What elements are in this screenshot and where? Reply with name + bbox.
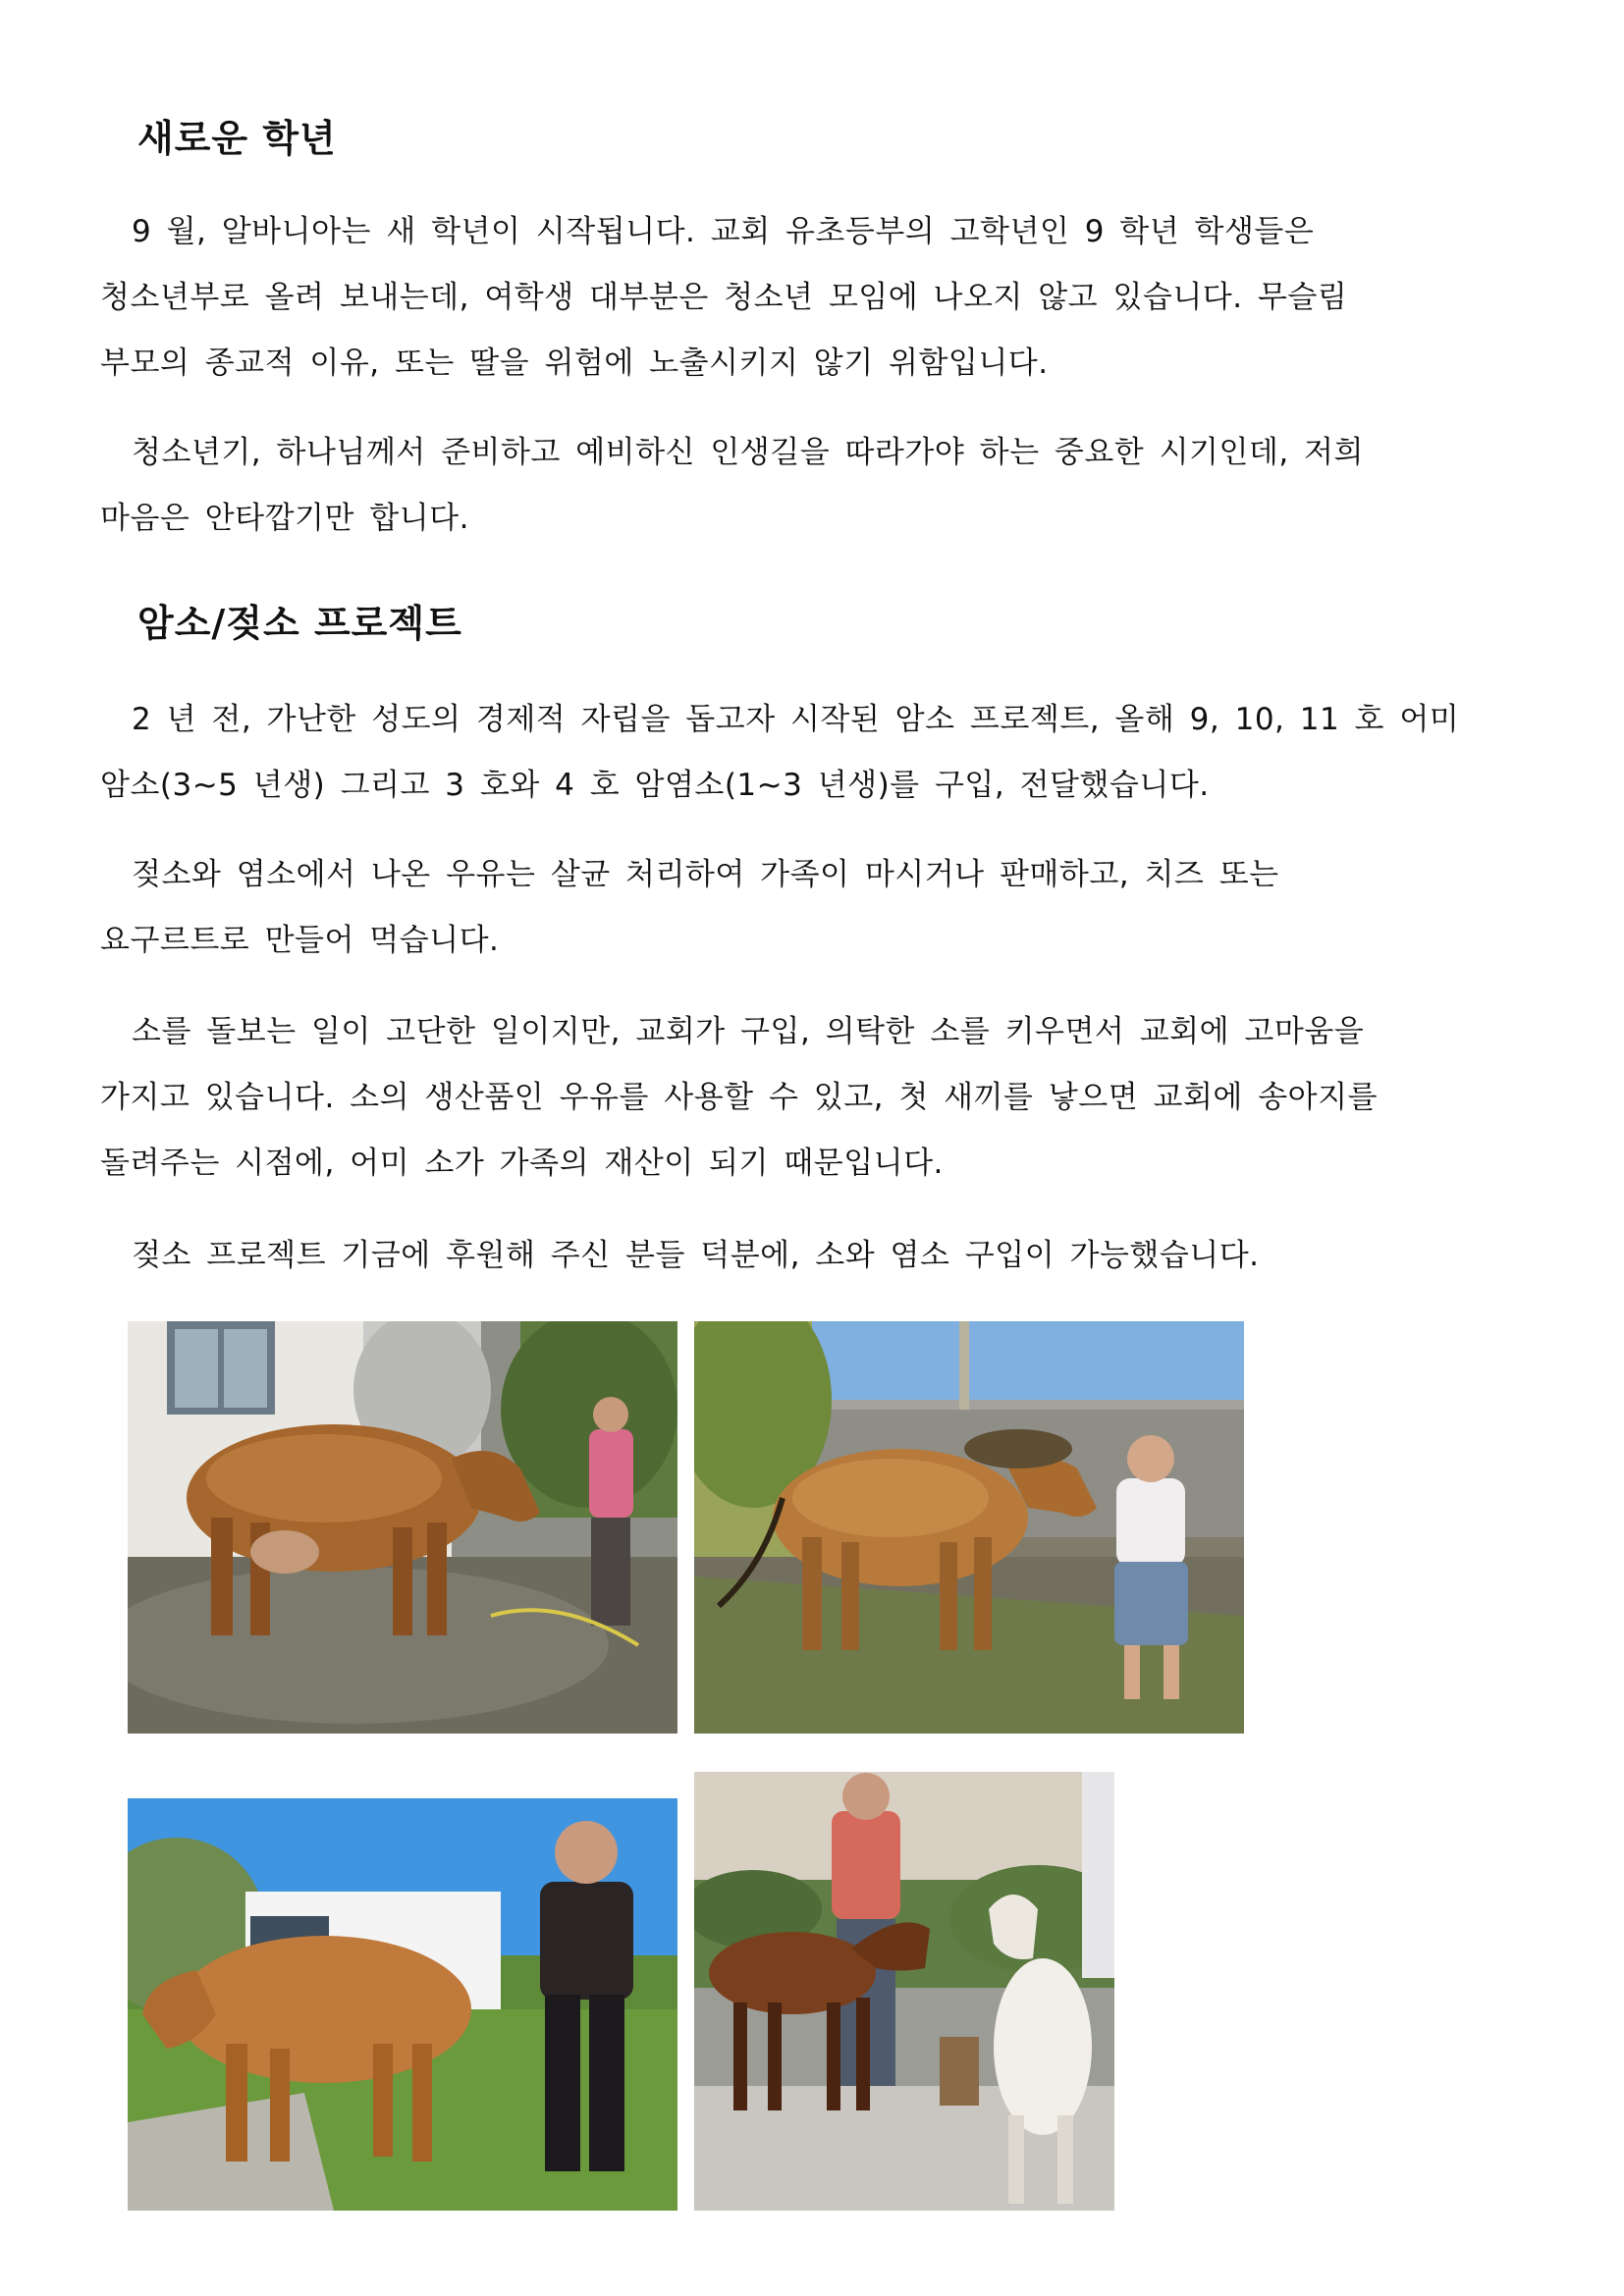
photo-cow-man-truck — [128, 1798, 677, 2211]
paragraph-line: 가지고 있습니다. 소의 생산품인 우유를 사용할 수 있고, 첫 새끼를 낳으면 교회에 송아지를 — [100, 1080, 1379, 1115]
paragraph — [100, 842, 1534, 974]
paragraph-line: 소를 돌보는 일이 고단한 일이지만, 교회가 구입, 의탁한 소를 키우면서 교회에 고마움을 — [132, 1014, 1365, 1049]
section-heading-cow-project: 암소/젖소 프로젝트 — [137, 602, 462, 645]
paragraph-line: 젖소와 염소에서 나온 우유는 살균 처리하여 가족이 마시거나 판매하고, 치즈 또는 — [132, 857, 1279, 892]
paragraph — [100, 420, 1534, 552]
paragraph — [100, 687, 1534, 819]
paragraph-line: 마음은 안타깝기만 합니다. — [100, 501, 469, 536]
photo-two-goats-men — [694, 1772, 1114, 2211]
paragraph-line: 9 월, 알바니아는 새 학년이 시작됩니다. 교회 유초등부의 고학년인 9 학년 학생들은 — [132, 214, 1315, 249]
photo-cow-woman-yard — [694, 1321, 1244, 1734]
paragraph-line: 요구르트로 만들어 먹습니다. — [100, 923, 500, 958]
paragraph-line: 암소(3~5 년생) 그리고 3 호와 4 호 암염소(1~3 년생)를 구입, 전달했습니다. — [100, 768, 1210, 803]
paragraph — [100, 999, 1534, 1197]
paragraph-line: 돌려주는 시점에, 어미 소가 가족의 재산이 되기 때문입니다. — [100, 1146, 944, 1181]
section-heading-new-school-year: 새로운 학년 — [137, 117, 337, 160]
paragraph-line: 2 년 전, 가난한 성도의 경제적 자립을 돕고자 시작된 암소 프로젝트, 올해 9, 10, 11 호 어미 — [132, 702, 1460, 737]
paragraph — [100, 1223, 1534, 1289]
paragraph-line: 청소년기, 하나님께서 준비하고 예비하신 인생길을 따라가야 하는 중요한 시기인데, 저희 — [132, 435, 1364, 470]
paragraph-line: 청소년부로 올려 보내는데, 여학생 대부분은 청소년 모임에 나오지 않고 있습니다. 무슬림 — [100, 280, 1348, 315]
paragraph-line: 젖소 프로젝트 기금에 후원해 주신 분들 덕분에, 소와 염소 구입이 가능했습니다. — [132, 1238, 1260, 1273]
paragraph — [100, 199, 1534, 397]
paragraph-line: 부모의 종교적 이유, 또는 딸을 위험에 노출시키지 않기 위함입니다. — [100, 346, 1049, 381]
photo-cow-woman-house — [128, 1321, 677, 1734]
